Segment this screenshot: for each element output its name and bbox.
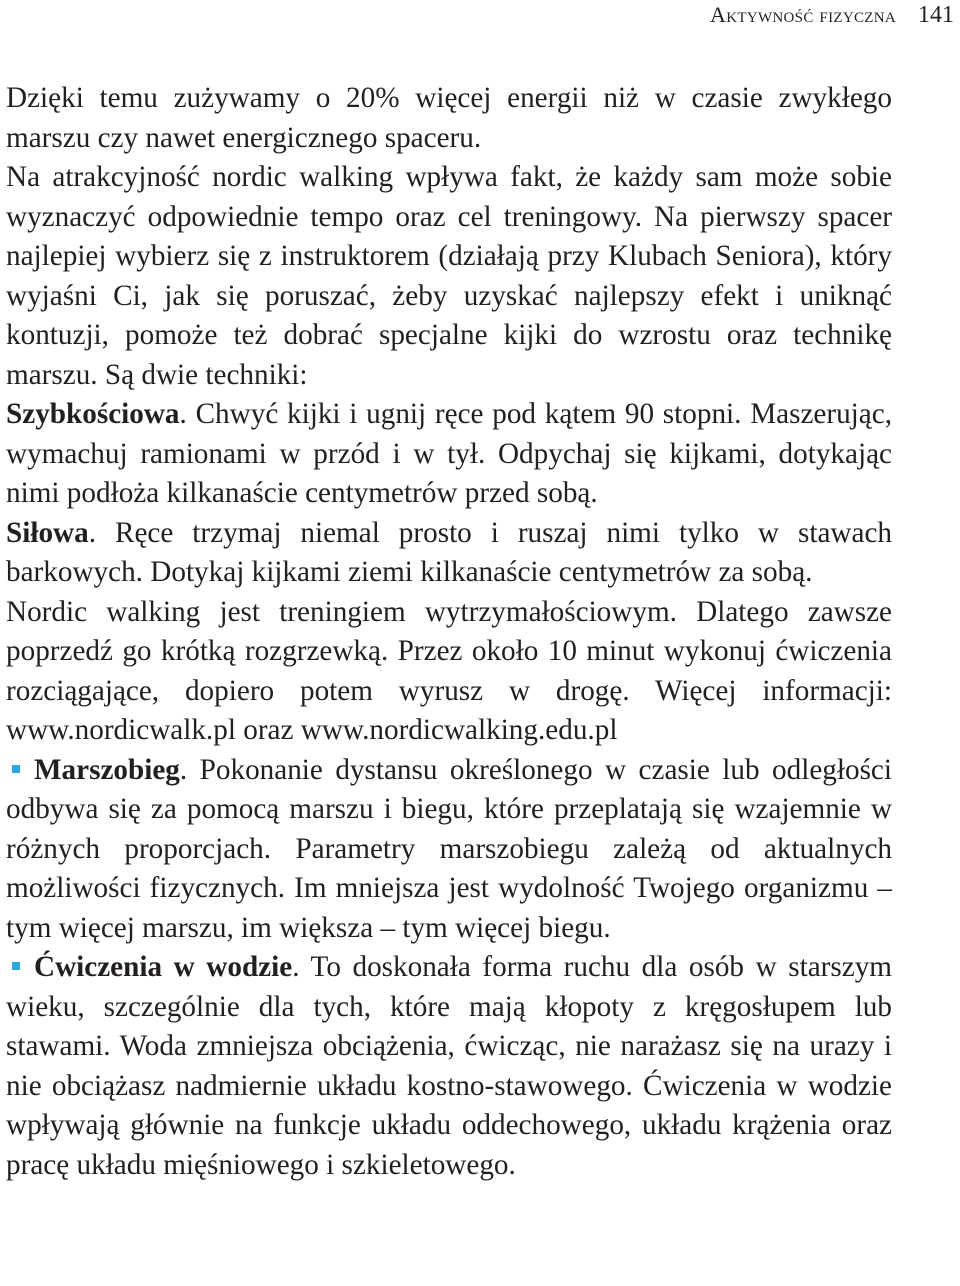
- page-header: [710, 0, 954, 30]
- square-bullet-icon: [12, 765, 20, 773]
- technique-speed-label: Szybkościowa: [6, 398, 180, 430]
- technique-speed: [6, 395, 892, 514]
- bullet-water-exercise-label: Ćwiczenia w wodzie: [34, 951, 293, 983]
- bullet-marszobieg: [6, 751, 892, 949]
- technique-power-label: Siłowa: [6, 516, 89, 549]
- bullet-water-exercise: [6, 948, 892, 1185]
- page-body: [6, 79, 892, 1185]
- paragraph-nordic-walking: Na atrakcyjność nordic walking wpływa fakt, że każdy sam może sobie wyznaczyć odpowiednie tempo oraz cel treningowy. Na pierwszy spacer najlepiej wybierz się z instruktorem (działają przy Klubach Seniora), który wyjaśni Ci, jak się poruszać, żeby uzyskać najlepszy efekt i uniknąć kontuzji, pomoże też dobrać specjalne kijki do wzrostu oraz technikę marszu. Są dwie techniki:: [6, 161, 892, 391]
- technique-speed-text: . Chwyć kijki i ugnij ręce pod kątem 90 stopni. Maszerując, wymachuj ramionami w przód i w tył. Odpychaj się kijkami, dotykając nimi podłoża kilkanaście centymetrów przed sobą.: [6, 398, 892, 509]
- square-bullet-icon: [12, 962, 20, 970]
- paragraph-warmup: Nordic walking jest treningiem wytrzymałościowym. Dlatego zawsze poprzedź go krótką rozgrzewką. Przez około 10 minut wykonuj ćwiczenia rozciągające, dopiero potem wyrusz w drogę. Więcej informacji: www.nordicwalk.pl oraz www.nordicwalking.edu.pl: [6, 595, 892, 746]
- bullet-marszobieg-text: . Pokonanie dystansu określonego w czasie lub odległości odbywa się za pomocą marszu i biegu, które przeplatają się wzajemnie w różnych proporcjach. Parametry marszobiegu zależą od aktualnych możliwości fizycznych. Im mniejsza jest wydolność Twojego organizmu – tym więcej marszu, im większa – tym więcej biegu.: [6, 753, 892, 944]
- page-number: 141: [918, 1, 954, 28]
- bullet-marszobieg-label: Marszobieg: [34, 753, 180, 786]
- technique-power-text: . Ręce trzymaj niemal prosto i ruszaj nimi tylko w stawach barkowych. Dotykaj kijkami ziemi kilkanaście centymetrów za sobą.: [6, 516, 892, 588]
- bullet-water-exercise-text: . To doskonała forma ruchu dla osób w starszym wieku, szczególnie dla tych, które mają kłopoty z kręgosłupem lub stawami. Woda zmniejsza obciążenia, ćwicząc, nie narażasz się na urazy i nie obciążasz nadmiernie układu kostno-stawowego. Ćwiczenia w wodzie wpływają głównie na funkcje układu oddechowego, układu krążenia oraz pracę układu mięśniowego i szkieletowego.: [6, 951, 892, 1181]
- technique-power: [6, 514, 892, 593]
- running-head: Aktywność fizyczna: [710, 2, 896, 27]
- paragraph-intro: Dzięki temu zużywamy o 20% więcej energii niż w czasie zwykłego marszu czy nawet energicznego spaceru.: [6, 82, 892, 154]
